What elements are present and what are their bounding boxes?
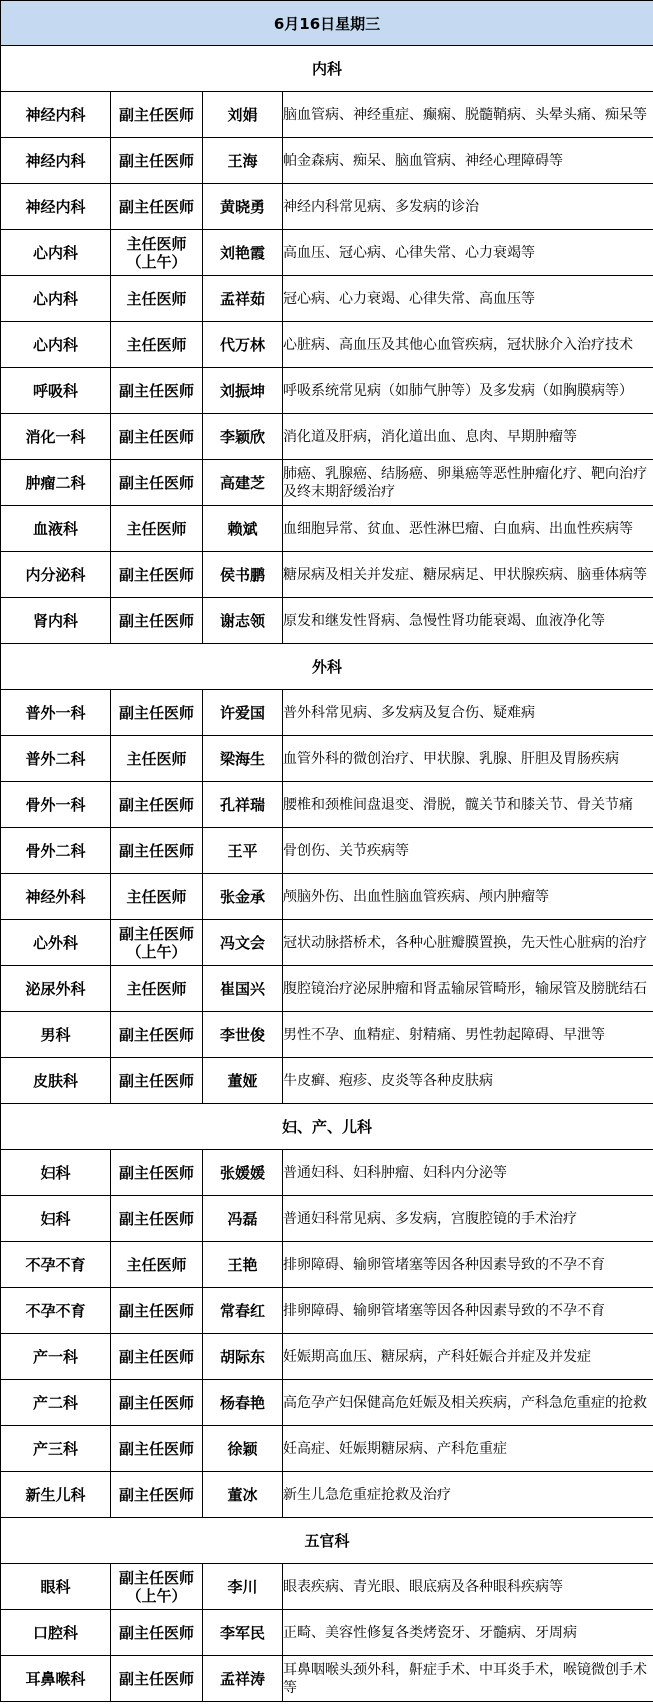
doctor-name-cell: 王平 <box>203 828 283 874</box>
department-cell: 产二科 <box>1 1380 111 1426</box>
doctor-title: 副主任医师 <box>118 703 194 722</box>
doctor-name-cell: 孟祥涛 <box>203 1656 283 1702</box>
doctor-title-cell <box>111 966 203 1012</box>
doctor-title-cell <box>111 1426 203 1472</box>
doctor-title-cell <box>111 782 203 828</box>
table-row <box>1 1196 653 1242</box>
specialty-cell: 排卵障碍、输卵管堵塞等因各种因素导致的不孕不育 <box>283 1288 653 1334</box>
doctor-name-cell: 常春红 <box>203 1288 283 1334</box>
doctor-title-cell <box>111 92 203 138</box>
doctor-name-cell: 胡际东 <box>203 1334 283 1380</box>
doctor-name-cell: 梁海生 <box>203 736 283 782</box>
doctor-title-cell <box>111 690 203 736</box>
table-row <box>1 1380 653 1426</box>
doctor-title: 副主任医师 <box>118 1623 194 1642</box>
doctor-name-cell: 高建芝 <box>203 460 283 506</box>
doctor-title: 副主任医师 <box>118 1485 194 1504</box>
doctor-title-cell <box>111 1012 203 1058</box>
specialty-cell: 血细胞异常、贫血、恶性淋巴瘤、白血病、出血性疾病等 <box>283 506 653 552</box>
section-header-row <box>1 46 653 92</box>
department-cell: 普外一科 <box>1 690 111 736</box>
doctor-name-cell: 刘娟 <box>203 92 283 138</box>
section-header-row <box>1 644 653 690</box>
specialty-cell: 肺癌、乳腺癌、结肠癌、卵巢癌等恶性肿瘤化疗、靶向治疗及终末期舒缓治疗 <box>283 460 653 506</box>
specialty-cell: 神经内科常见病、多发病的诊治 <box>283 184 653 230</box>
specialty-cell: 新生儿急危重症抢救及治疗 <box>283 1472 653 1518</box>
doctor-title: 主任医师 <box>126 1255 187 1274</box>
table-row <box>1 414 653 460</box>
doctor-title: 副主任医师 <box>118 1568 194 1587</box>
doctor-title: 主任医师 <box>126 289 187 308</box>
department-cell: 耳鼻喉科 <box>1 1656 111 1702</box>
specialty-cell: 男性不孕、血精症、射精痛、男性勃起障碍、早泄等 <box>283 1012 653 1058</box>
department-cell: 妇科 <box>1 1196 111 1242</box>
doctor-name-cell: 李世俊 <box>203 1012 283 1058</box>
table-row <box>1 1288 653 1334</box>
table-row <box>1 1150 653 1196</box>
doctor-title: 副主任医师 <box>118 924 194 943</box>
doctor-name-cell: 王艳 <box>203 1242 283 1288</box>
department-cell: 不孕不育 <box>1 1242 111 1288</box>
doctor-title-cell <box>111 1472 203 1518</box>
section-title: 内科 <box>1 46 653 92</box>
department-cell: 眼科 <box>1 1564 111 1610</box>
doctor-name-cell: 许爱国 <box>203 690 283 736</box>
specialty-cell: 正畸、美容性修复各类烤瓷牙、牙髓病、牙周病 <box>283 1610 653 1656</box>
department-cell: 心外科 <box>1 920 111 966</box>
doctor-name-cell: 孔祥瑞 <box>203 782 283 828</box>
specialty-cell: 呼吸系统常见病（如肺气肿等）及多发病（如胸膜病等） <box>283 368 653 414</box>
department-cell: 神经内科 <box>1 184 111 230</box>
doctor-name-cell: 李川 <box>203 1564 283 1610</box>
department-cell: 妇科 <box>1 1150 111 1196</box>
doctor-title-cell <box>111 1288 203 1334</box>
doctor-title: 副主任医师 <box>118 565 194 584</box>
doctor-title: 副主任医师 <box>118 1393 194 1412</box>
doctor-title: 副主任医师 <box>118 1301 194 1320</box>
section-title: 妇、产、儿科 <box>1 1104 653 1150</box>
doctor-title: 主任医师 <box>126 519 187 538</box>
doctor-name-cell: 李颖欣 <box>203 414 283 460</box>
department-cell: 心内科 <box>1 276 111 322</box>
doctor-title-cell <box>111 1656 203 1702</box>
department-cell: 产一科 <box>1 1334 111 1380</box>
doctor-title: 副主任医师 <box>118 611 194 630</box>
doctor-name-cell: 孟祥茹 <box>203 276 283 322</box>
specialty-cell: 原发和继发性肾病、急慢性肾功能衰竭、血液净化等 <box>283 598 653 644</box>
specialty-cell: 冠心病、心力衰竭、心律失常、高血压等 <box>283 276 653 322</box>
doctor-title: 副主任医师 <box>118 1025 194 1044</box>
specialty-cell: 高血压、冠心病、心律失常、心力衰竭等 <box>283 230 653 276</box>
specialty-cell: 心脏病、高血压及其他心血管疾病，冠状脉介入治疗技术 <box>283 322 653 368</box>
department-cell: 消化一科 <box>1 414 111 460</box>
doctor-title-cell <box>111 276 203 322</box>
specialty-cell: 妊娠期高血压、糖尿病，产科妊娠合并症及并发症 <box>283 1334 653 1380</box>
table-row <box>1 874 653 920</box>
doctor-title-cell <box>111 1564 203 1610</box>
table-row <box>1 920 653 966</box>
department-cell: 神经内科 <box>1 92 111 138</box>
specialty-cell: 帕金森病、痴呆、脑血管病、神经心理障碍等 <box>283 138 653 184</box>
date-header: 6月16日星期三 <box>1 1 653 46</box>
doctor-title: 副主任医师 <box>118 427 194 446</box>
table-row <box>1 1242 653 1288</box>
department-cell: 骨外二科 <box>1 828 111 874</box>
table-row <box>1 1426 653 1472</box>
doctor-title-cell <box>111 920 203 966</box>
doctor-title-cell <box>111 1380 203 1426</box>
doctor-name-cell: 冯文会 <box>203 920 283 966</box>
specialty-cell: 颅脑外伤、出血性脑血管疾病、颅内肿瘤等 <box>283 874 653 920</box>
specialty-cell: 冠状动脉搭桥术，各种心脏瓣膜置换，先天性心脏病的治疗 <box>283 920 653 966</box>
department-cell: 血液科 <box>1 506 111 552</box>
doctor-name-cell: 侯书鹏 <box>203 552 283 598</box>
department-cell: 内分泌科 <box>1 552 111 598</box>
session-note: （上午） <box>126 252 187 271</box>
department-cell: 呼吸科 <box>1 368 111 414</box>
table-row <box>1 138 653 184</box>
doctor-name-cell: 徐颖 <box>203 1426 283 1472</box>
table-row <box>1 460 653 506</box>
specialty-cell: 牛皮癣、疱疹、皮炎等各种皮肤病 <box>283 1058 653 1104</box>
table-row <box>1 322 653 368</box>
session-note: （上午） <box>126 942 187 961</box>
doctor-title: 副主任医师 <box>118 381 194 400</box>
department-cell: 肿瘤二科 <box>1 460 111 506</box>
doctor-title-cell <box>111 1058 203 1104</box>
doctor-name-cell: 黄晓勇 <box>203 184 283 230</box>
specialty-cell: 普外科常见病、多发病及复合伤、疑难病 <box>283 690 653 736</box>
table-row <box>1 1564 653 1610</box>
doctor-title: 副主任医师 <box>118 1347 194 1366</box>
specialty-cell: 高危孕产妇保健高危妊娠及相关疾病，产科急危重症的抢救 <box>283 1380 653 1426</box>
doctor-name-cell: 赖斌 <box>203 506 283 552</box>
table-row <box>1 1472 653 1518</box>
doctor-title: 副主任医师 <box>118 1071 194 1090</box>
department-cell: 泌尿外科 <box>1 966 111 1012</box>
table-row <box>1 828 653 874</box>
department-cell: 心内科 <box>1 322 111 368</box>
doctor-name-cell: 谢志领 <box>203 598 283 644</box>
table-row <box>1 552 653 598</box>
doctor-title-cell <box>111 736 203 782</box>
department-cell: 普外二科 <box>1 736 111 782</box>
doctor-title-cell <box>111 230 203 276</box>
section-header-row <box>1 1518 653 1564</box>
doctor-title: 副主任医师 <box>118 841 194 860</box>
doctor-title-cell <box>111 506 203 552</box>
doctor-title: 主任医师 <box>126 887 187 906</box>
doctor-title: 副主任医师 <box>118 473 194 492</box>
section-title: 外科 <box>1 644 653 690</box>
table-row <box>1 782 653 828</box>
table-row <box>1 598 653 644</box>
specialty-cell: 糖尿病及相关并发症、糖尿病足、甲状腺疾病、脑垂体病等 <box>283 552 653 598</box>
doctor-title: 副主任医师 <box>118 1163 194 1182</box>
table-row <box>1 276 653 322</box>
specialty-cell: 普通妇科、妇科肿瘤、妇科内分泌等 <box>283 1150 653 1196</box>
doctor-title: 副主任医师 <box>118 1209 194 1228</box>
table-row <box>1 230 653 276</box>
specialty-cell: 普通妇科常见病、多发病，宫腹腔镜的手术治疗 <box>283 1196 653 1242</box>
table-row <box>1 1656 653 1702</box>
department-cell: 皮肤科 <box>1 1058 111 1104</box>
doctor-title-cell <box>111 460 203 506</box>
table-row <box>1 690 653 736</box>
specialty-cell: 耳鼻咽喉头颈外科，鼾症手术、中耳炎手术，喉镜微创手术等 <box>283 1656 653 1702</box>
doctor-title-cell <box>111 322 203 368</box>
session-note: （上午） <box>126 1586 187 1605</box>
doctor-title: 主任医师 <box>126 749 187 768</box>
doctor-title: 主任医师 <box>126 335 187 354</box>
doctor-title-cell <box>111 1610 203 1656</box>
department-cell: 新生儿科 <box>1 1472 111 1518</box>
department-cell: 神经外科 <box>1 874 111 920</box>
table-row <box>1 368 653 414</box>
specialty-cell: 排卵障碍、输卵管堵塞等因各种因素导致的不孕不育 <box>283 1242 653 1288</box>
doctor-title: 主任医师 <box>126 979 187 998</box>
doctor-name-cell: 杨春艳 <box>203 1380 283 1426</box>
specialty-cell: 血管外科的微创治疗、甲状腺、乳腺、肝胆及胃肠疾病 <box>283 736 653 782</box>
doctor-title-cell <box>111 368 203 414</box>
department-cell: 骨外一科 <box>1 782 111 828</box>
doctor-name-cell: 刘振坤 <box>203 368 283 414</box>
doctor-title: 副主任医师 <box>118 1439 194 1458</box>
table-row <box>1 1012 653 1058</box>
doctor-title-cell <box>111 1334 203 1380</box>
department-cell: 神经内科 <box>1 138 111 184</box>
doctor-name-cell: 王海 <box>203 138 283 184</box>
doctor-name-cell: 张媛媛 <box>203 1150 283 1196</box>
doctor-title-cell <box>111 874 203 920</box>
doctor-name-cell: 董冰 <box>203 1472 283 1518</box>
specialty-cell: 腰椎和颈椎间盘退变、滑脱，髋关节和膝关节、骨关节痛 <box>283 782 653 828</box>
doctor-title-cell <box>111 552 203 598</box>
department-cell: 产三科 <box>1 1426 111 1472</box>
table-row <box>1 506 653 552</box>
section-title: 五官科 <box>1 1518 653 1564</box>
specialty-cell: 消化道及肝病，消化道出血、息肉、早期肿瘤等 <box>283 414 653 460</box>
table-row <box>1 1058 653 1104</box>
doctor-name-cell: 崔国兴 <box>203 966 283 1012</box>
doctor-title-cell <box>111 138 203 184</box>
table-row <box>1 966 653 1012</box>
doctor-name-cell: 冯磊 <box>203 1196 283 1242</box>
doctor-name-cell: 李军民 <box>203 1610 283 1656</box>
table-row <box>1 1334 653 1380</box>
department-cell: 不孕不育 <box>1 1288 111 1334</box>
department-cell: 肾内科 <box>1 598 111 644</box>
doctor-name-cell: 刘艳霞 <box>203 230 283 276</box>
specialty-cell: 妊高症、妊娠期糖尿病、产科危重症 <box>283 1426 653 1472</box>
department-cell: 男科 <box>1 1012 111 1058</box>
doctor-title: 主任医师 <box>126 234 187 253</box>
table-row <box>1 184 653 230</box>
specialty-cell: 腹腔镜治疗泌尿肿瘤和肾盂输尿管畸形，输尿管及膀胱结石 <box>283 966 653 1012</box>
section-header-row <box>1 1104 653 1150</box>
department-cell: 心内科 <box>1 230 111 276</box>
table-row <box>1 1610 653 1656</box>
department-cell: 口腔科 <box>1 1610 111 1656</box>
date-header-row <box>1 1 653 46</box>
doctor-name-cell: 代万林 <box>203 322 283 368</box>
specialty-cell: 脑血管病、神经重症、癫痫、脱髓鞘病、头晕头痛、痴呆等 <box>283 92 653 138</box>
table-row <box>1 736 653 782</box>
doctor-title-cell <box>111 414 203 460</box>
doctor-title: 副主任医师 <box>118 105 194 124</box>
doctor-title: 副主任医师 <box>118 1669 194 1688</box>
doctor-title-cell <box>111 1196 203 1242</box>
doctor-title-cell <box>111 1242 203 1288</box>
doctor-title: 副主任医师 <box>118 795 194 814</box>
doctor-title-cell <box>111 828 203 874</box>
doctor-name-cell: 张金承 <box>203 874 283 920</box>
doctor-title: 副主任医师 <box>118 197 194 216</box>
doctor-name-cell: 董娅 <box>203 1058 283 1104</box>
doctor-title: 副主任医师 <box>118 151 194 170</box>
doctor-title-cell <box>111 1150 203 1196</box>
specialty-cell: 眼表疾病、青光眼、眼底病及各种眼科疾病等 <box>283 1564 653 1610</box>
schedule-body <box>1 1 653 1702</box>
specialty-cell: 骨创伤、关节疾病等 <box>283 828 653 874</box>
doctor-title-cell <box>111 598 203 644</box>
table-row <box>1 92 653 138</box>
doctor-title-cell <box>111 184 203 230</box>
